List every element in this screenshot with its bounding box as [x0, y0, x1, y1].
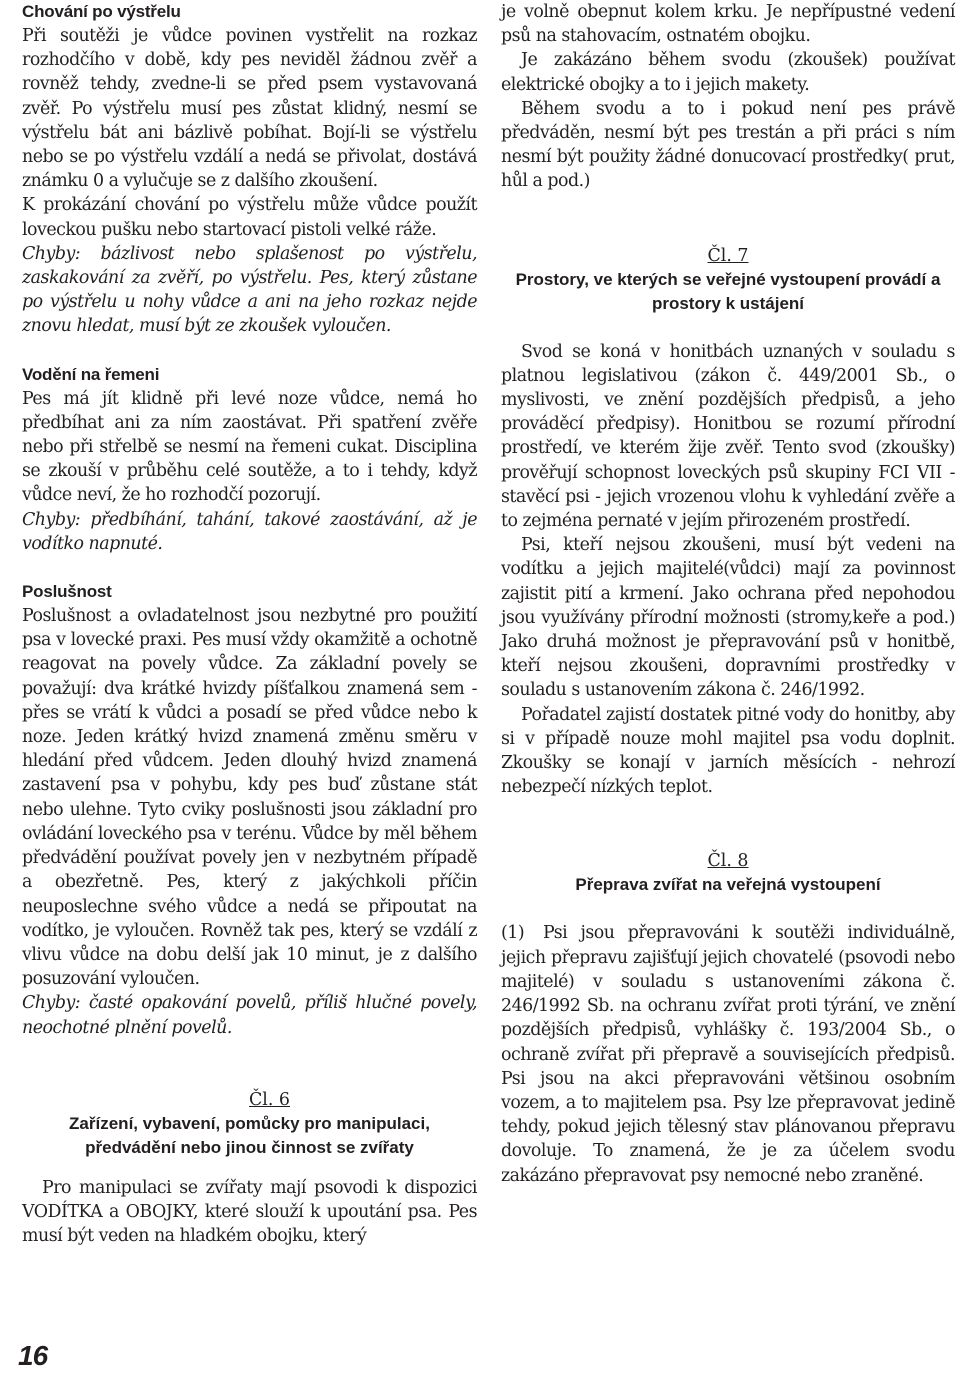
paragraph-article-7-1: Svod se koná v honitbách uznaných v souladu s platnou legislativou (zákon č. 449/2001 Sb., o myslivosti, ve znění pozdějších předpisů, a jeho prováděcí předpisy). Honitbou se rozumí přírodní prostředí, ve kterém žije zvěř. Tento svod (zkoušky) prověřují schopnost loveckých psů skupiny FCI VII - stavěcí psi - jejich vrozenou vlohu k vyhledání zvěře a to zejména pernaté v jejím přirozeném prostředí.: [501, 341, 955, 532]
paragraph-vystrel-1: Při soutěži je vůdce povinen vystřelit na rozkaz rozhodčího v době, kdy pes neviděl žádnou zvěř a rovněž tehdy, zvedne-li se před psem vystavovaná zvěř. Po výstřelu musí pes zůstat klidný, nesmí se výstřelu bát ani bázlivě pobíhat. Bojí-li se výstřelu nebo se po výstřelu vzdálí a nedá se přivolat, dostává známku 0 a vylučuje se z dalšího zkoušení.: [22, 26, 477, 192]
paragraph-article-6: Pro manipulaci se zvířaty mají psovodi k dispozici VODÍTKA a OBOJKY, které slouží k upoutání psa. Pes musí být veden na hladkém obojku, který: [22, 1177, 477, 1247]
section-heading-vodeni: Vodění na řemeni: [22, 364, 160, 384]
left-column: [22, 0, 477, 1248]
paragraph-article-6-3: Během svodu a to i pokud není pes právě předváděn, nesmí být pes trestán a při práci s ním nesmí být použity žádné donucovací prostředky( prut, hůl a pod.): [501, 98, 955, 192]
paragraph-article-7-3: Pořadatel zajistí dostatek pitné vody do honitby, aby si v případě nouze mohl majitel psa vodu doplnit. Zkoušky se konají v jarních měsících - nehrozí nebezpečí nízkých teplot.: [501, 704, 955, 798]
article-7-title: Prostory, ve kterých se veřejné vystoupení provádí a prostory k ustájení: [515, 269, 941, 313]
paragraph-article-8-text: Psi jsou přepravováni k soutěži individuálně, jejich přepravu zajišťují jejich chovatelé (psovodi nebo majitelé) v souladu s ustanoveními zákona č. 246/1992 Sb. na ochranu zvířat proti týrání, ve znění pozdějších předpisů, vyhlášky č. 193/2004 Sb., o ochraně zvířat při přepravě a souvisejících předpisů. Psi jsou na akci přepravováni většinou osobním vozem, a to majitelem psa. Psy lze přepravovat jedině tehdy, pokud jejich tělesný stav plánovanou přepravu dovoluje. To znamená, že je za účelem svodu zakázáno přepravovat psy nemocné nebo zraněné.: [501, 923, 955, 1186]
article-6-number: Čl. 6: [249, 1089, 290, 1110]
page-number: 16: [18, 1340, 48, 1371]
article-8-number: Čl. 8: [707, 851, 749, 872]
paragraph-poslusnost-errors: Chyby: časté opakování povelů, příliš hlučné povely, neochotné plnění povelů.: [22, 993, 477, 1038]
paragraph-poslusnost: Poslušnost a ovladatelnost jsou nezbytné pro použití psa v lovecké praxi. Pes musí vždy okamžitě a ochotně reagovat na povely vůdce. Za základní povely se považují: dva krátké hvizdy píšťalkou znamená sem - přes se vrátí k vůdci a posadí se před vůdce nebo k noze. Jeden krátký hvizd znamená změnu směru v hledání před vůdcem. Jeden dlouhý hvizd znamená zastavení psa v pohybu, kdy pes buď zůstane stát nebo ulehne. Tyto cviky poslušnosti jsou základní pro ovládání loveckého psa v terénu. Vůdce by měl během předvádění používat povely jen v nezbytném případě a obezřetně. Pes, který z jakýchkoli příčin neuposlechne svého vůdce a nedá se připoutat na vodítko, je vyloučen. Rovněž tak pes, který se vzdálí z vlivu vůdce na dobu delší jak 10 minut, je z dalšího posuzování vyloučen.: [22, 606, 477, 990]
paragraph-number-label: (1): [501, 923, 525, 944]
article-8-title: Přeprava zvířat na veřejná vystoupení: [575, 875, 881, 895]
section-heading-vystrel: Chování po výstřelu: [22, 2, 181, 21]
paragraph-vystrel-errors: Chyby: bázlivost nebo splašenost po výstřelu, zaskakování za zvěří, po výstřelu. Pes, který zůstane po výstřelu u nohy vůdce a ani na jeho rozkaz nejde znovu hledat, musí být ze zkoušek vyloučen.: [22, 243, 477, 337]
right-column: [501, 0, 955, 1188]
article-7-number: Čl. 7: [707, 245, 749, 266]
paragraph-vodeni-errors: Chyby: předbíhání, tahání, takové zaostávání, až je vodítko napnuté.: [22, 509, 477, 554]
paragraph-article-6-cont: je volně obepnut kolem krku. Je nepřípustné vedení psů na stahovacím, ostnatém obojku.: [501, 2, 955, 47]
paragraph-article-8: [501, 921, 955, 1187]
paragraph-article-7-2: Psi, kteří nejsou zkoušeni, musí být vedeni na vodítku a jejich majitelé(vůdci) mají za povinnost zajistit pití a krmení. Jako ochrana před nepohodou jsou využívány přírodní možnosti (stromy,keře a pod.) Jako druhá možnost je přepravování psů v honitbě, kteří nejsou zkoušeni, dopravními prostředky v souladu s ustanovením zákona č. 246/1992.: [501, 535, 955, 701]
section-heading-poslusnost: Poslušnost: [22, 582, 112, 602]
paragraph-article-6-2: Je zakázáno během svodu (zkoušek) používat elektrické obojky a to i jejich makety.: [501, 50, 955, 95]
article-6-title: Zařízení, vybavení, pomůcky pro manipulaci, předvádění nebo jinou činnost se zvířaty: [69, 1113, 430, 1157]
paragraph-vystrel-2: K prokázání chování po výstřelu může vůdce použít loveckou pušku nebo startovací pistoli velké ráže.: [22, 195, 477, 240]
paragraph-vodeni: Pes má jít klidně při levé noze vůdce, nemá ho předbíhat ani za ním zaostávat. Při spatření zvěře nebo při střelbě se nesmí na řemeni cukat. Disciplina se zkouší v průběhu celé soutěže, a to i tehdy, když vůdce neví, že ho rozhodčí pozorují.: [22, 388, 477, 506]
